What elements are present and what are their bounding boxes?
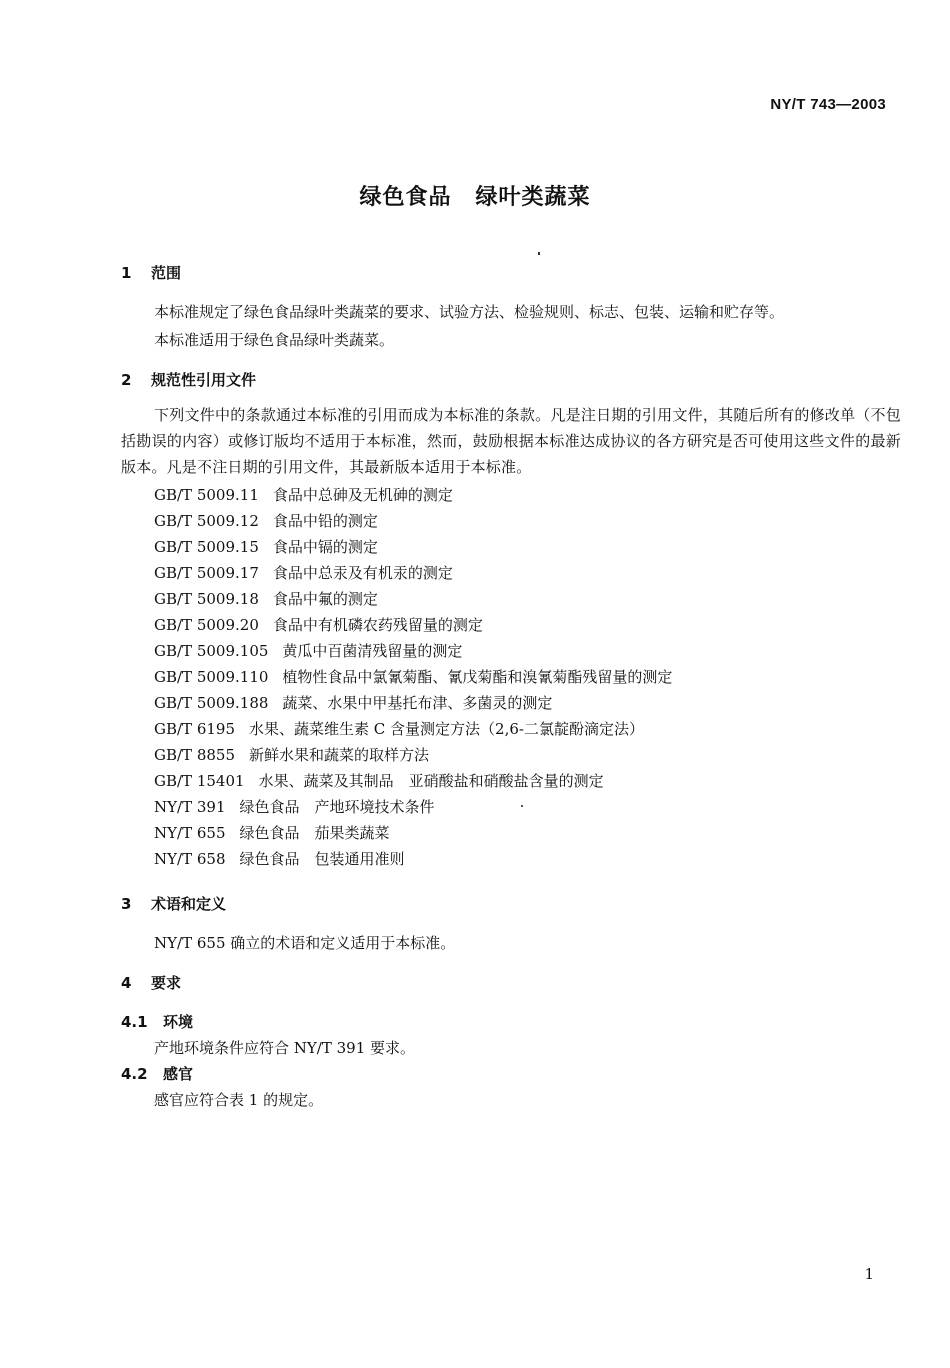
references-paragraph: 下列文件中的条款通过本标准的引用而成为本标准的条款。凡是注日期的引用文件，其随后所有的修改单（不包括勘误的内容）或修订版均不适用于本标准，然而，鼓励根据本标准达成协议的各方研究是否可使用这些文件的最新版本。凡是不注日期的引用文件，其最新版本适用于本标准。 (121, 406, 901, 476)
sensory-text: 感官应符合表 1 的规定。 (154, 1091, 324, 1109)
reference-code: GB/T 5009.15 (154, 538, 259, 556)
reference-item (154, 820, 672, 846)
title-part-1: 绿色食品 (359, 185, 452, 210)
scan-speck (538, 252, 540, 255)
subsection-4-2-heading (121, 1063, 193, 1084)
section-4-heading (121, 972, 181, 993)
reference-item (154, 742, 672, 768)
reference-name: 新鲜水果和蔬菜的取样方法 (249, 746, 430, 764)
reference-item (154, 794, 672, 820)
reference-item (154, 690, 672, 716)
section-number: 2 (121, 371, 132, 389)
reference-code: GB/T 5009.20 (154, 616, 259, 634)
reference-name: 食品中总砷及无机砷的测定 (272, 486, 453, 504)
reference-item (154, 482, 672, 508)
section-number: 1 (121, 264, 132, 282)
reference-name: 绿色食品 茄果类蔬菜 (239, 824, 390, 842)
document-title (0, 180, 950, 211)
reference-code: GB/T 6195 (154, 720, 236, 738)
reference-name: 蔬菜、水果中甲基托布津、多菌灵的测定 (282, 694, 553, 712)
reference-item (154, 664, 672, 690)
reference-code: NY/T 655 (154, 824, 226, 842)
reference-code: GB/T 5009.12 (154, 512, 259, 530)
section-number: 3 (121, 895, 132, 913)
reference-code: GB/T 15401 (154, 772, 245, 790)
reference-name: 植物性食品中氯氰菊酯、氰戊菊酯和溴氰菊酯残留量的测定 (282, 668, 673, 686)
reference-name: 绿色食品 产地环境技术条件 (239, 798, 435, 816)
subsection-4-1-heading (121, 1011, 193, 1032)
subsection-title: 环境 (163, 1013, 194, 1031)
reference-item (154, 560, 672, 586)
reference-list (154, 482, 672, 872)
reference-item (154, 508, 672, 534)
reference-code: GB/T 5009.11 (154, 486, 259, 504)
subsection-number: 4.1 (121, 1013, 148, 1031)
reference-code: GB/T 5009.188 (154, 694, 269, 712)
reference-item (154, 586, 672, 612)
reference-item (154, 534, 672, 560)
reference-item (154, 638, 672, 664)
page-number: 1 (864, 1265, 874, 1283)
reference-code: GB/T 5009.18 (154, 590, 259, 608)
reference-code: NY/T 658 (154, 850, 226, 868)
reference-code: NY/T 391 (154, 798, 226, 816)
title-part-2: 绿叶类蔬菜 (475, 185, 591, 210)
section-2-heading (121, 369, 256, 390)
section-title: 要求 (151, 974, 182, 992)
reference-name: 绿色食品 包装通用准则 (239, 850, 405, 868)
section-number: 4 (121, 974, 132, 992)
reference-name: 食品中镉的测定 (272, 538, 378, 556)
reference-name: 食品中总汞及有机汞的测定 (272, 564, 453, 582)
reference-item (154, 768, 672, 794)
environment-text: 产地环境条件应符合 NY/T 391 要求。 (154, 1039, 416, 1057)
section-title: 规范性引用文件 (151, 371, 257, 389)
reference-item (154, 612, 672, 638)
section-3-heading (121, 893, 226, 914)
reference-item (154, 846, 672, 872)
reference-code: GB/T 8855 (154, 746, 236, 764)
scope-line-1: 本标准规定了绿色食品绿叶类蔬菜的要求、试验方法、检验规则、标志、包装、运输和贮存等。 (154, 303, 785, 321)
reference-name: 食品中氟的测定 (272, 590, 378, 608)
reference-code: GB/T 5009.110 (154, 668, 269, 686)
terms-text: NY/T 655 确立的术语和定义适用于本标准。 (154, 934, 456, 952)
reference-name: 水果、蔬菜维生素 C 含量测定方法（2,6-二氯靛酚滴定法） (249, 720, 644, 738)
section-title: 范围 (151, 264, 182, 282)
reference-name: 水果、蔬菜及其制品 亚硝酸盐和硝酸盐含量的测定 (258, 772, 604, 790)
reference-item (154, 716, 672, 742)
reference-code: GB/T 5009.105 (154, 642, 269, 660)
reference-code: GB/T 5009.17 (154, 564, 259, 582)
subsection-title: 感官 (163, 1065, 194, 1083)
standard-code: NY/T 743—2003 (770, 96, 886, 113)
scope-line-2: 本标准适用于绿色食品绿叶类蔬菜。 (154, 331, 395, 349)
section-title: 术语和定义 (151, 895, 227, 913)
section-1-heading (121, 262, 181, 283)
reference-name: 食品中铅的测定 (272, 512, 378, 530)
subsection-number: 4.2 (121, 1065, 148, 1083)
reference-name: 食品中有机磷农药残留量的测定 (272, 616, 483, 634)
reference-name: 黄瓜中百菌清残留量的测定 (282, 642, 463, 660)
